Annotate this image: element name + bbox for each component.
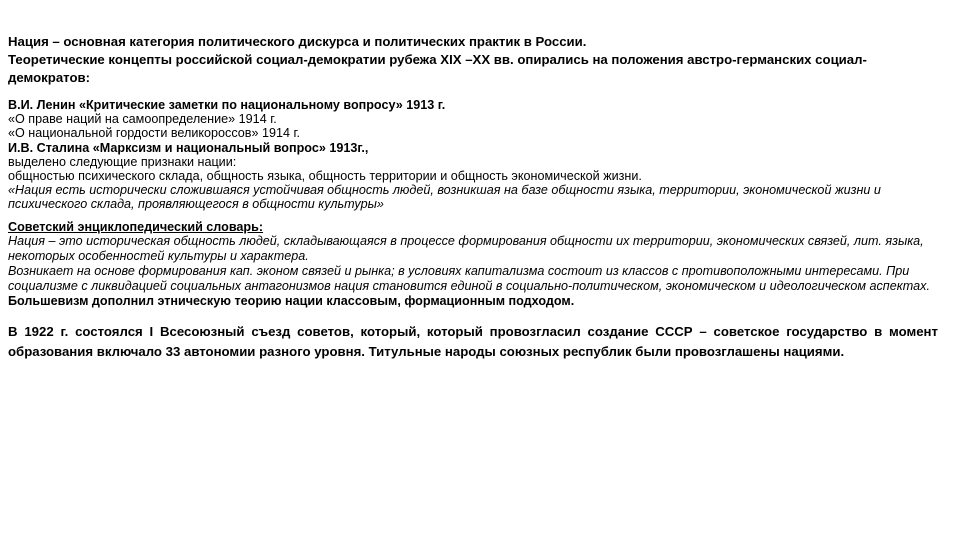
dictionary-origin: Возникает на основе формирования кап. эконом связей и рынка; в условиях капитализма состоит из классов с противоположными интересами. При социализме с ликвидацией социальных антагонизмов нация становится единой в социально-политическом, экономическом и идеологическом аспектах. [8, 264, 930, 293]
lenin-work-2: «О праве наций на самоопределение» 1914 г. [8, 112, 277, 127]
works-block [8, 98, 938, 212]
intro-line-2: Теоретические концепты российской социал-демократии рубежа XIX –XX вв. опирались на положения австро-германских социал-демократов: [8, 52, 867, 85]
lenin-title: В.И. Ленин «Критические заметки по национальному вопросу» 1913 г. [8, 98, 446, 112]
dictionary-block [8, 220, 938, 309]
intro-line-1: Нация – основная категория политического дискурса и политических практик в России. [8, 34, 587, 49]
stalin-title: И.В. Сталина «Марксизм и национальный вопрос» 1913г., [8, 140, 369, 155]
dictionary-definition: Нация – это историческая общность людей, складывающаяся в процессе формирования общности их территории, экономических связей, лит. языка, некоторых особенностей культуры и характера. [8, 234, 924, 264]
ussr-paragraph: В 1922 г. состоялся I Всесоюзный съезд советов, который, который провозгласил создание СССР – советское государство в момент образования включало 33 автономии разного уровня. Титульные народы союзных республик были провозглашены нациями. [8, 324, 938, 360]
stalin-quote: «Нация есть исторически сложившаяся устойчивая общность людей, возникшая на базе общности языка, территории, экономической жизни и психического склада, проявляющегося в общности культуры» [8, 183, 881, 212]
slide-content [8, 33, 938, 362]
intro-block [8, 33, 938, 87]
bolshevism-statement: Большевизм дополнил этническую теорию нации классовым, формационным подходом. [8, 293, 575, 308]
stalin-signs: общностью психического склада, общность языка, общность территории и общность экономической жизни. [8, 169, 642, 184]
lenin-work-3: «О национальной гордости великороссов» 1914 г. [8, 126, 301, 141]
dictionary-heading: Советский энциклопедический словарь: [8, 219, 264, 234]
stalin-intro: выделено следующие признаки нации: [8, 154, 237, 169]
